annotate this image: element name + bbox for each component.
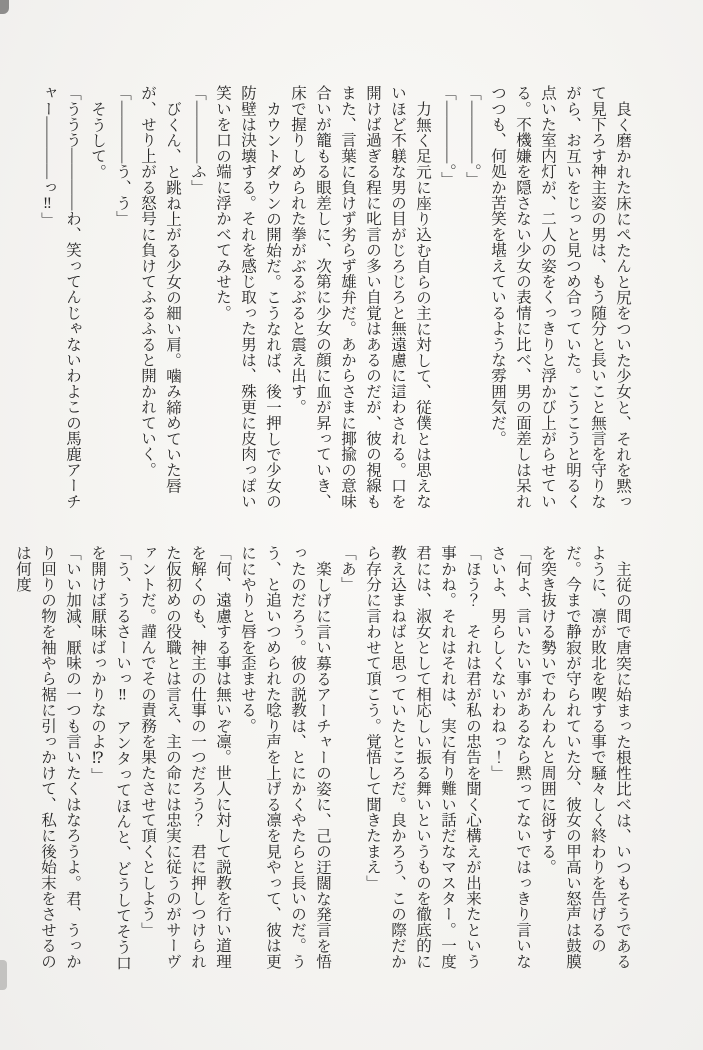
paragraph: 良く磨かれた床にぺたんと尻をついた少女と、それを黙って見下ろす神主姿の男は、もう随分と長いこと無言を守りながら、お互いをじっと見つめ合っていた。こうこうと明るく点いた室内灯が、二人の姿をくっきりと浮かび上がらせている。不機嫌を隠さない少女の表情に比べ、男の面差しは呆れつつも、何処か苦笑を堪えているような雰囲気だ。 bbox=[489, 85, 631, 509]
paragraph: 主従の間で唐突に始まった根性比べは、いつもそうであるように、凛が敗北を喫する事で騒々しく終わりを告げるのだ。今まで静寂が守られていた分、彼女の甲高い怒声は鼓膜を突き抜ける勢いでわんわんと周囲に谺する。 bbox=[539, 545, 631, 969]
paragraph: 「――――。」 bbox=[464, 85, 481, 188]
paragraph: 「――――。」 bbox=[439, 85, 456, 188]
paragraph: 「ほう？ それは君が私の忠告を聞く心構えが出来たという事かね。それはそれは、実に有り難い話だなマスター。一度君には、淑女として相応しい振る舞いというものを徹底的に教え込まねばと思っていたところだ。良かろう、この際だから存分に言わせて頂こう。覚悟して聞きたまえ」 bbox=[364, 545, 481, 969]
paragraph: 「う、うるさーいっ‼ アンタってほんと、どうしてそう口を開けば厭味ばっかりなのよ⁉」 bbox=[89, 545, 131, 971]
paragraph: 「あ」 bbox=[339, 545, 356, 593]
paragraph: そうして。 bbox=[89, 100, 106, 179]
paragraph: 「何、遠慮する事は無いぞ凛。世人に対して説教を行い道理を解くのも、神主の仕事の一つだろう？ 君に押しつけられた仮初めの役職とは言え、主の命には忠実に従うのがサーヴァントだ。謹んでその責務を果たさせて頂くとしよう」 bbox=[139, 545, 231, 969]
paragraph: びくん、と跳ね上がる少女の細い肩。噛み締めていた唇が、せり上がる怒号に負けてふるふると開かれていく。 bbox=[139, 85, 181, 493]
paragraph: 力無く足元に座り込む自らの主に対して、従僕とは思えないほど不躾な男の目がじろじろと無遠慮に這わされる。口を開けば過ぎる程に叱言の多い自覚はあるのだが、彼の視線もまた、言葉に負けず劣らず雄弁だ。あからさまに揶揄の意味合いが籠もる眼差しに、次第に少女の顔に血が昇っていき、床で握りしめられた拳がぶるぶると震え出す。 bbox=[289, 85, 431, 509]
scan-artifact-top-left bbox=[0, 0, 9, 14]
paragraph: 「――――う、う」 bbox=[114, 85, 131, 227]
scan-artifact-bottom-left bbox=[0, 960, 7, 990]
paragraph: 「何よ、言いたい事があるなら黙ってないではっきり言いなさいよ、男らしくないわねっ！」 bbox=[489, 545, 531, 969]
paragraph: カウントダウンの開始だ。こうなれば、後一押しで少女の防壁は決壊する。それを感じ取った男は、殊更に皮肉っぽい笑いを口の端に浮かべてみせた。 bbox=[214, 85, 281, 509]
paragraph: 「ううう――――わ、笑ってんじゃないわよこの馬鹿アーチャー――――っ‼」 bbox=[39, 85, 81, 509]
text-block-bottom bbox=[10, 545, 635, 983]
text-block-top bbox=[35, 85, 635, 523]
paragraph: 楽しげに言い募るアーチャーの姿に、己の迂闊な発言を悟ったのだろう。彼の説教は、とにかくやたらと長いのだ。うう、と追いつめられた唸り声を上げる凛を見やって、彼は更ににやりと唇を歪ませる。 bbox=[239, 545, 331, 969]
paragraph: 「いい加減、厭味の一つも言いたくはなろうよ。君、うっかり回りの物を袖やら裾に引っかけて、私に後始末をさせるのは何度 bbox=[14, 545, 81, 969]
paragraph: 「――――ふ」 bbox=[189, 85, 206, 195]
